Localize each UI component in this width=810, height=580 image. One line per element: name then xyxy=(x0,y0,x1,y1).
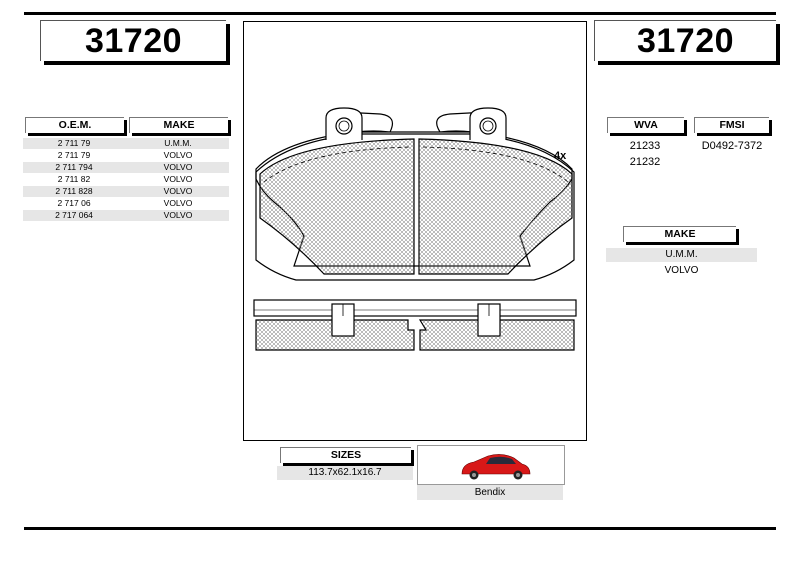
wva-header: WVA xyxy=(607,117,684,133)
fmsi-value: D0492-7372 xyxy=(701,140,763,152)
sizes-value: 113.7x62.1x16.7 xyxy=(277,466,413,480)
oem-row xyxy=(23,198,229,209)
bottom-rule xyxy=(24,527,776,530)
oem-row xyxy=(23,186,229,197)
oem-row xyxy=(23,162,229,173)
sizes-header: SIZES xyxy=(280,447,411,463)
oem-make: VOLVO xyxy=(163,174,193,184)
oem-make: VOLVO xyxy=(163,150,193,160)
oem-number: 2 717 064 xyxy=(55,210,93,220)
oem-number: 2 711 82 xyxy=(57,174,91,184)
wva-value-2: 21232 xyxy=(629,156,661,168)
make-value-2: VOLVO xyxy=(664,265,699,276)
oem-number: 2 711 79 xyxy=(57,150,91,160)
oem-row xyxy=(23,138,229,149)
oem-header: O.E.M. xyxy=(25,117,124,133)
car-image xyxy=(417,445,565,485)
oem-number: 2 711 794 xyxy=(55,162,93,172)
oem-make: VOLVO xyxy=(163,210,193,220)
part-number-right: 31720 xyxy=(594,20,776,61)
oem-number: 2 711 79 xyxy=(57,138,91,148)
make-value-1: U.M.M. xyxy=(606,248,757,262)
oem-make: VOLVO xyxy=(163,162,193,172)
oem-row xyxy=(23,150,229,161)
oem-make: VOLVO xyxy=(163,198,193,208)
part-number-left: 31720 xyxy=(40,20,226,61)
oem-make: VOLVO xyxy=(163,186,193,196)
oem-number: 2 717 06 xyxy=(57,198,91,208)
oem-make: U.M.M. xyxy=(164,138,192,148)
top-rule xyxy=(24,12,776,15)
oem-row xyxy=(23,174,229,185)
oem-number: 2 711 828 xyxy=(55,186,93,196)
make-table-header: MAKE xyxy=(623,226,736,242)
wva-value-1: 21233 xyxy=(629,140,661,152)
make-header: MAKE xyxy=(129,117,228,133)
oem-row xyxy=(23,210,229,221)
quantity-label: 4x xyxy=(554,150,567,162)
fmsi-header: FMSI xyxy=(694,117,769,133)
brand-name: Bendix xyxy=(417,485,563,500)
brake-pad-drawing xyxy=(243,21,587,441)
